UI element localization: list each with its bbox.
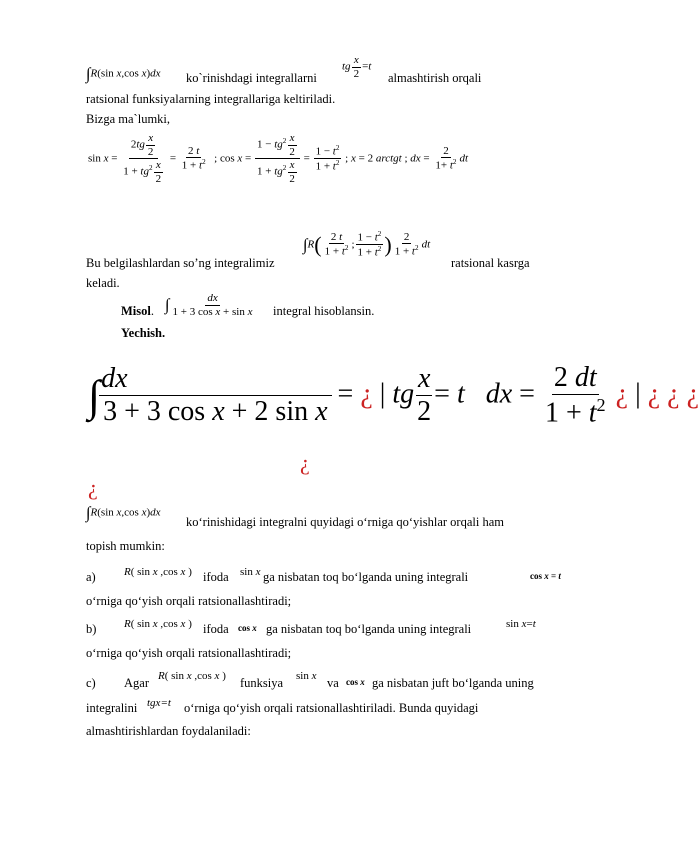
item-a-subst: cos x = t xyxy=(530,571,561,581)
misol-text: integral hisoblansin. xyxy=(273,304,375,318)
subst-formula-tg: tg $\frac{x}{2}$ =t xyxy=(342,54,372,80)
item-c-formula: R( sin x ,cos x ) xyxy=(158,670,226,682)
integral-formula-2: ∫R(sin x,cos x)dx xyxy=(86,503,161,522)
item-c-cont1: integralini xyxy=(86,701,138,715)
integral-formula-1: ∫R(sin x,cos x)dx xyxy=(86,64,161,83)
item-a-text2: ga nisbatan toq bo‘lganda uning integrali xyxy=(263,570,469,584)
item-a-label: a) xyxy=(86,570,96,584)
text-line4-end: ratsional kasrga xyxy=(451,256,530,270)
text-line2: ratsional funksiyalarning integrallariga keltiriladi. xyxy=(86,92,336,106)
text-line5: keladi. xyxy=(86,276,120,290)
item-b-subst: sin x=t xyxy=(506,618,536,630)
item-c-subst: tgx=t xyxy=(147,697,171,709)
text-line1: ko`rinishdagi integrallarni xyxy=(186,71,317,85)
garbled-symbol-1: ¿ xyxy=(300,450,310,475)
item-a-formula: R( sin x ,cos x ) xyxy=(124,566,192,578)
item-c-cosx: cos x xyxy=(346,677,365,687)
item-b-text2: ga nisbatan toq bo‘lganda uning integrali xyxy=(266,622,472,636)
item-b-text1: ifoda xyxy=(203,622,229,636)
item-a-cont: o‘rniga qo‘yish orqali ratsionallashtiradi; xyxy=(86,594,292,608)
text-line1-end: almashtirish orqali xyxy=(388,71,482,85)
item-c-text1: funksiya xyxy=(240,676,284,690)
formula-sin-cos: sin x = 2tg $\frac{x}{2}$ $1 + tg^2$ $\frac{x}{2}$ = $\frac{2 t}{1 + t^2}$ ; cos x = $1 - tg^2$ $\frac{x}{2}$ $1 + tg^2$ $\frac{x}{2}$ = $\frac{1 - t^2}{1 + t^2}$ ; x = 2 arctgt ; dx = $\frac{2}{1+ t^2}$ dt xyxy=(88,132,469,185)
item-c-cont2: o‘rniga qo‘yish orqali ratsionallashtiriladi. Bunda quyidagi xyxy=(184,701,479,715)
garbled-symbol-2: ¿ xyxy=(88,475,98,500)
text-line3: Bizga ma`lumki, xyxy=(86,112,171,126)
item-c-label: c) xyxy=(86,676,96,690)
item-b-cosx: cos x xyxy=(238,623,257,633)
item-a-text1: ifoda xyxy=(203,570,229,584)
item-c-agar: Agar xyxy=(124,676,149,690)
item-c-text2: ga nisbatan juft bo‘lganda uning xyxy=(372,676,534,690)
item-c-va: va xyxy=(327,676,339,690)
item-b-cont: o‘rniga qo‘yish orqali ratsionallashtiradi; xyxy=(86,646,292,660)
yechish-label: Yechish. xyxy=(121,326,166,340)
item-c-sinx: sin x xyxy=(296,670,317,682)
misol-label: Misol. xyxy=(121,304,154,318)
para2-text: ko‘rinishidagi integralni quyidagi o‘rniga qo‘yishlar orqali ham xyxy=(186,515,504,529)
item-b-label: b) xyxy=(86,622,97,636)
item-b-formula: R( sin x ,cos x ) xyxy=(124,618,192,630)
rational-integral-formula: ∫R( $\frac{2 t}{1 + t^2}$ ; $\frac{1 - t^2}{1 + t^2}$ ) $\frac{2}{1 + t^2}$ dt xyxy=(303,230,431,259)
para2-text2: topish mumkin: xyxy=(86,539,165,553)
item-c-cont3: almashtirishlardan foydalaniladi: xyxy=(86,724,251,738)
text-line4: Bu belgilashlardan so’ng integralimiz xyxy=(86,256,275,270)
misol-integral: ∫ $\frac{dx}{\text{1 + 3 cos x + sin x}}$ xyxy=(165,292,253,318)
item-a-sinx: sin x xyxy=(240,566,261,578)
solution-formula: ∫ $\frac{dx}{\text{3 + 3 cos x + 2 sin x}}$ = ¿ | tg $\frac{x}{2}$ = t dx = $\frac{2 dt}{1 + t^2}$ ¿ | ¿ ¿ ¿ xyxy=(88,362,699,429)
